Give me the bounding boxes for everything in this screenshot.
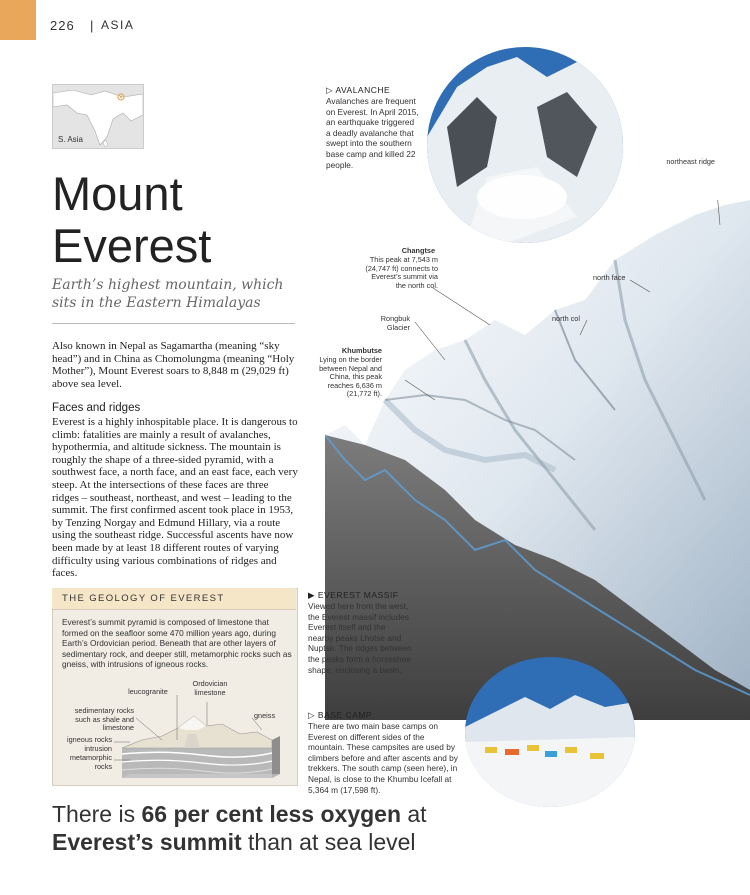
- avalanche-callout-text: Avalanches are frequent on Everest. In April 2015, an earthquake triggered a deadly avalanche that swept into the southern base camp and killed 22 people.: [326, 96, 419, 170]
- play-marker-icon: ▶: [308, 590, 316, 600]
- header-separator: |: [90, 18, 94, 33]
- avalanche-title: AVALANCHE: [335, 85, 391, 95]
- section-color-tab: [0, 0, 36, 40]
- label-ordovician-limestone: Ordovician limestone: [192, 679, 228, 697]
- play-marker-icon: ▷: [326, 85, 334, 95]
- geology-heading: THE GEOLOGY OF EVEREST: [62, 593, 225, 604]
- title-line-2: Everest: [52, 219, 212, 272]
- base-camp-callout-title: [308, 710, 372, 721]
- base-camp-title: BASE CAMP: [317, 710, 373, 720]
- geology-text: Everest’s summit pyramid is composed of limestone that formed on the seafloor some 470 million years ago, during Earth’s Ordovician period. Beneath that are other layers of sedimentary rock, and deeper still, metamorphic rocks such as gneiss, with intrusions of igneous rocks.: [62, 617, 292, 670]
- geology-leader-lines: [52, 680, 296, 784]
- label-rongbuk-glacier: Rongbuk Glacier: [380, 314, 410, 332]
- page-number: 226: [50, 18, 75, 33]
- title-line-1: Mount: [52, 167, 183, 220]
- quote-part-1: There is: [52, 801, 142, 827]
- massif-callout-text: Viewed here from the west, the Everest massif includes Everest itself and the nearby peaks Lhotse and Nuptse. The ridges between the peaks form a horseshoe shape, enclosing a basin.: [308, 601, 412, 675]
- label-north-col: north col: [552, 314, 580, 323]
- faces-paragraph: Everest is a highly inhospitable place. It is dangerous to climb: fatalities are mainly a result of avalanches, hypothermia, and altitude sickness. The mountain is roughly the shape of a three-sided pyramid, with a southwest face, a north face, and an east face, each very steep. At the intersections of these faces are three ridges – southeast, northeast, and west – leading to the summit. The first confirmed ascent took place in 1953, by Tenzing Norgay and Edmund Hillary, via a route using the southeast ridge. Successful ascents have now been made by at least 18 different routes of varying difficulty using various combinations of ridges and faces.: [52, 416, 298, 580]
- massif-title: EVEREST MASSIF: [317, 590, 399, 600]
- avalanche-photo: [427, 47, 623, 243]
- label-leucogranite: leucogranite: [128, 687, 168, 696]
- intro-paragraph: Also known in Nepal as Sagamartha (meaning “sky head”) and in China as Chomolungma (meaning “Holy Mother”), Mount Everest soars to 8,848 m (29,029 ft) above sea level.: [52, 340, 295, 390]
- faces-heading: Faces and ridges: [52, 402, 141, 414]
- label-khumbutse-title: Khumbutse: [341, 346, 382, 355]
- label-changtse-title: Changtse: [401, 246, 435, 255]
- page-title: [52, 168, 312, 272]
- label-changtse-text: This peak at 7,543 m (24,747 ft) connects to Everest’s summit via the north col.: [365, 255, 438, 290]
- oxygen-quote: [52, 800, 472, 856]
- quote-bold-2: Everest’s summit: [52, 829, 242, 855]
- base-camp-callout-text: There are two main base camps on Everest on different sides of the mountain. These campsites are used by climbers before and after ascents and by trekkers. The south camp (seen here), in Nepal, is close to the Khumbu Icefall at 5,364 m (17,598 ft).: [308, 721, 458, 795]
- locator-label: S. Asia: [58, 135, 83, 144]
- massif-callout-title: [308, 590, 398, 601]
- base-camp-photo: [465, 657, 635, 807]
- label-igneous-intrusion: igneous rocks intrusion: [66, 735, 112, 753]
- section-name: ASIA: [101, 18, 135, 32]
- label-north-face: north face: [593, 273, 626, 282]
- page-subtitle: Earth’s highest mountain, which sits in the Eastern Himalayas: [52, 277, 284, 311]
- title-divider: [52, 323, 295, 324]
- quote-part-2: at: [401, 801, 427, 827]
- label-sedimentary-rocks: sedimentary rocks such as shale and limestone: [74, 706, 134, 732]
- quote-bold-1: 66 per cent less oxygen: [141, 801, 401, 827]
- label-khumbutse-text: Lying on the border between Nepal and China, this peak reaches 6,636 m (21,772 ft).: [319, 355, 382, 398]
- label-northeast-ridge: northeast ridge: [666, 157, 715, 166]
- play-marker-icon: ▷: [308, 710, 316, 720]
- avalanche-callout-title: [326, 85, 390, 96]
- quote-part-3: than at sea level: [241, 829, 416, 855]
- label-gneiss: gneiss: [254, 711, 276, 720]
- label-metamorphic-rocks: metamorphic rocks: [69, 753, 112, 771]
